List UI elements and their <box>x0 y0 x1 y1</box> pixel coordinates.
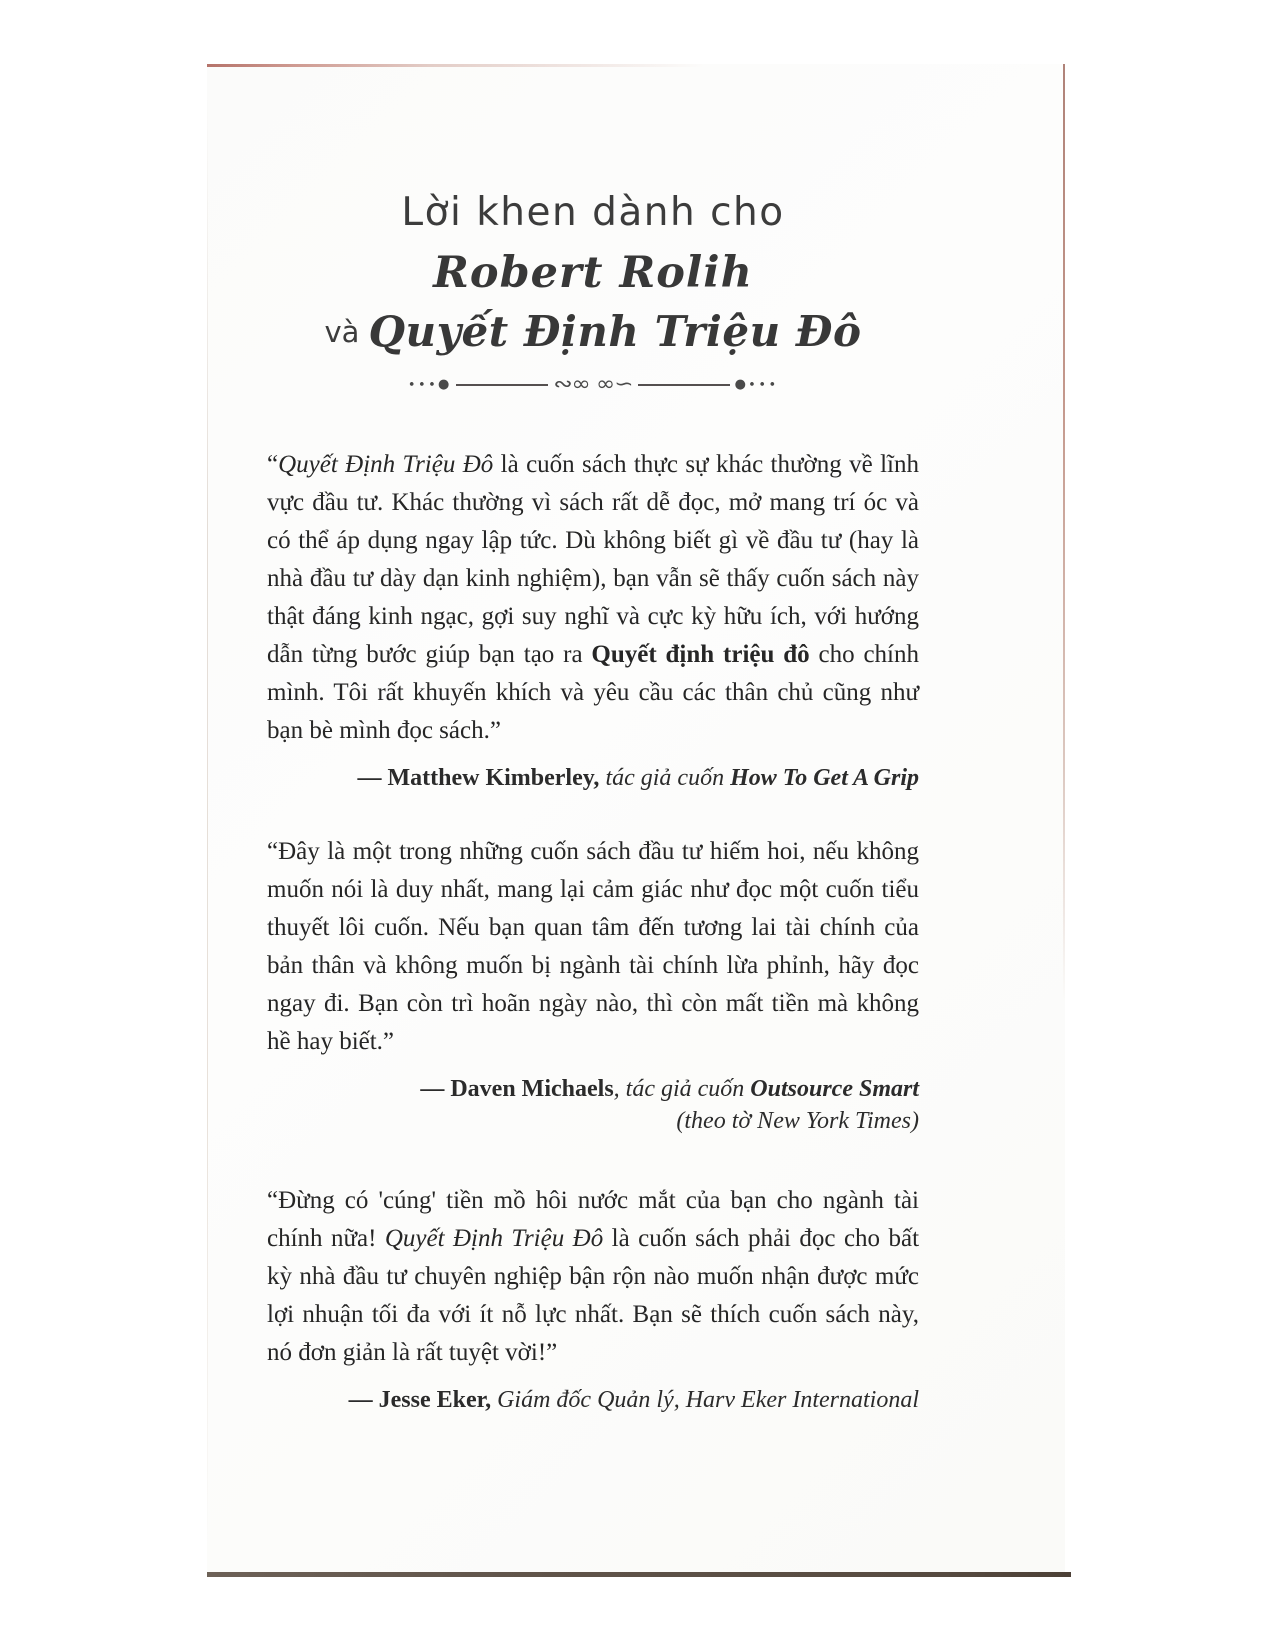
ornament-divider <box>267 373 919 396</box>
book-title: Quyết Định Triệu Đô <box>368 307 862 356</box>
ornament-left-dots: ∙∙∙● <box>407 377 452 392</box>
quote-block-1 <box>267 446 919 793</box>
book-title-line <box>267 307 919 356</box>
quote-3-attribution: — Jesse Eker, Giám đốc Quản lý, Harv Eker International <box>348 1387 919 1413</box>
ornament-right-rule <box>638 384 730 386</box>
page-content <box>267 64 919 1415</box>
quote-1-attribution: — Matthew Kimberley, tác giả cuốn How To Get A Grip <box>357 765 919 791</box>
quote-2-text: “Đây là một trong những cuốn sách đầu tư hiếm hoi, nếu không muốn nói là duy nhất, mang lại cảm giác như đọc một cuốn tiểu thuyết lôi cuốn. Nếu bạn quan tâm đến tương lai tài chính của bản thân và không muốn bị ngành tài chính lừa phỉnh, hãy đọc ngay đi. Bạn còn trì hoãn ngày nào, thì còn mất tiền mà không hề hay biết.” <box>267 838 919 1055</box>
quote-2-attribution: — Daven Michaels, tác giả cuốn Outsource Smart <box>420 1076 919 1102</box>
author-name: Robert Rolih <box>433 248 753 298</box>
quote-block-2 <box>267 833 919 1136</box>
book-page <box>207 64 1065 1576</box>
ornament-left-rule <box>456 384 548 386</box>
page-title: Lời khen dành cho <box>401 190 785 235</box>
quote-2-attribution-source: (theo tờ New York Times) <box>676 1108 919 1134</box>
title-conjunction: và <box>324 315 360 349</box>
page-edge-right <box>1063 64 1065 1001</box>
quote-3-text: “Đừng có 'cúng' tiền mồ hôi nước mắt của bạn cho ngành tài chính nữa! Quyết Định Triệu Đô là cuốn sách phải đọc cho bất kỳ nhà đầu tư chuyên nghiệp bận rộn nào muốn nhận được mức lợi nhuận tối đa với ít nỗ lực nhất. Bạn sẽ thích cuốn sách này, nó đơn giản là rất tuyệt vời!” <box>267 1187 920 1366</box>
ornament-right-dots: ●∙∙∙ <box>734 377 779 392</box>
page-edge-bottom <box>207 1572 1071 1577</box>
page-edge-left <box>207 94 208 1546</box>
quote-1-text: “Quyết Định Triệu Đô là cuốn sách thực sự khác thường về lĩnh vực đầu tư. Khác thường vì sách rất dễ đọc, mở mang trí óc và có thể áp dụng ngay lập tức. Dù không biết gì về đầu tư (hay là nhà đầu tư dày dạn kinh nghiệm), bạn vẫn sẽ thấy cuốn sách này thật đáng kinh ngạc, gợi suy nghĩ và cực kỳ hữu ích, với hướng dẫn từng bước giúp bạn tạo ra Quyết định triệu đô cho chính mình. Tôi rất khuyến khích và yêu cầu các thân chủ cũng như bạn bè mình đọc sách.” <box>267 451 919 744</box>
ornament-swirl-icon: ∾∞ ∞∽ <box>553 372 633 396</box>
quote-block-3 <box>267 1182 919 1415</box>
